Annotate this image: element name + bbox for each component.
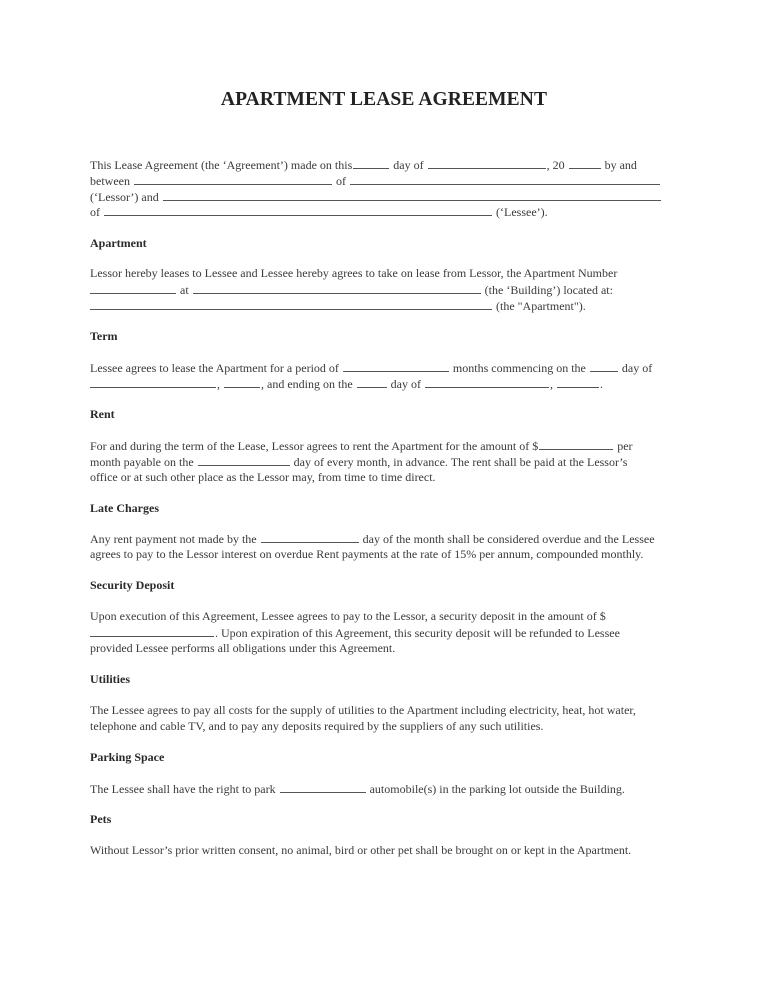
blank-end-day[interactable] [357,376,387,388]
intro-text: (‘Lessor’) and [90,190,159,204]
blank-start-year[interactable] [224,376,260,388]
rent-line-1 [90,438,633,454]
rent-text: per [617,439,633,453]
intro-line-4 [90,204,548,220]
apartment-line-3 [90,298,586,314]
term-text: , [217,377,220,391]
parking-text: The Lessee shall have the right to park [90,782,276,796]
term-text: months commencing on the [452,361,586,375]
section-heading-pets: Pets [90,812,112,826]
late-charges-line-1 [90,531,655,547]
security-deposit-line-2 [90,625,620,641]
document-title: APARTMENT LEASE AGREEMENT [220,89,548,110]
intro-text: of [335,174,346,188]
blank-agreement-day[interactable] [353,157,389,169]
parking-text: automobile(s) in the parking lot outside the Building. [369,782,625,796]
blank-lessee-address[interactable] [104,204,492,216]
term-text: , [549,377,553,391]
blank-lessor-name[interactable] [134,173,332,185]
apartment-text: (the "Apartment"). [496,299,586,313]
intro-text: day of [393,158,424,172]
intro-text: between [90,174,130,188]
intro-line-1 [90,157,637,173]
security-deposit-text: . Upon expiration of this Agreement, this security deposit will be refunded to Lessee [215,626,620,640]
blank-parking-count[interactable] [280,781,366,793]
apartment-text: at [180,283,189,297]
intro-text: , 20 [546,158,565,172]
blank-lessor-address[interactable] [350,173,660,185]
rent-text: month payable on the [90,455,194,469]
utilities-line-1: The Lessee agrees to pay all costs for the supply of utilities to the Apartment including electricity, heat, hot water, [90,703,636,717]
blank-deposit-amount[interactable] [90,625,214,637]
blank-lessee-name[interactable] [163,189,661,201]
term-text: Lessee agrees to lease the Apartment for a period of [90,361,339,375]
blank-late-day[interactable] [261,531,359,543]
utilities-line-2: telephone and cable TV, and to pay any deposits required by the suppliers of any such utilities. [90,719,544,733]
intro-text: (‘Lessee’). [496,205,548,219]
blank-start-day[interactable] [590,360,618,372]
blank-end-year[interactable] [557,376,599,388]
section-heading-rent: Rent [90,407,115,421]
late-charges-text: day of the month shall be considered overdue and the Lessee [362,532,655,546]
pets-line-1: Without Lessor’s prior written consent, no animal, bird or other pet shall be brought on or kept in the Apartment. [90,843,632,857]
late-charges-text: Any rent payment not made by the [90,532,257,546]
apartment-line-2 [90,282,613,298]
rent-text: day of every month, in advance. The rent shall be paid at the Lessor’s [293,455,628,469]
intro-text: This Lease Agreement (the ‘Agreement’) made on this [90,158,353,172]
late-charges-line-2: agrees to pay to the Lessor interest on overdue Rent payments at the rate of 15% per annum, compounded monthly. [90,547,644,561]
blank-start-month[interactable] [90,376,216,388]
blank-rent-due-day[interactable] [198,454,290,466]
blank-agreement-month[interactable] [428,157,546,169]
parking-line-1 [90,781,625,797]
term-text: , and ending on the [261,377,353,391]
blank-rent-amount[interactable] [539,438,613,450]
blank-agreement-year[interactable] [569,157,601,169]
section-heading-security-deposit: Security Deposit [90,578,175,592]
blank-term-months[interactable] [343,360,449,372]
intro-line-2 [90,173,661,189]
term-text: day of [390,377,421,391]
section-heading-apartment: Apartment [90,236,147,250]
intro-text: of [90,205,100,219]
apartment-line-1: Lessor hereby leases to Lessee and Lessee hereby agrees to take on lease from Lessor, the Apartment Number [90,266,618,280]
section-heading-parking-space: Parking Space [90,750,165,764]
intro-line-3 [90,189,662,205]
blank-end-month[interactable] [425,376,549,388]
security-deposit-line-1: Upon execution of this Agreement, Lessee agrees to pay to the Lessor, a security deposit in the amount of $ [90,609,606,623]
term-text: day of [621,361,653,375]
term-line-2 [90,376,603,392]
rent-line-2 [90,454,627,470]
rent-text: For and during the term of the Lease, Lessor agrees to rent the Apartment for the amount of $ [90,439,539,453]
section-heading-term: Term [90,329,118,343]
blank-building-name[interactable] [193,282,481,294]
blank-apartment-number[interactable] [90,282,176,294]
section-heading-late-charges: Late Charges [90,501,159,515]
security-deposit-line-3: provided Lessee performs all obligations under this Agreement. [90,641,396,655]
blank-building-address[interactable] [90,298,492,310]
term-text: . [599,377,603,391]
section-heading-utilities: Utilities [90,672,130,686]
rent-line-3: office or at such other place as the Lessor may, from time to time direct. [90,470,436,484]
term-line-1 [90,360,652,376]
intro-text: by and [604,158,637,172]
apartment-text: (the ‘Building’) located at: [484,283,613,297]
